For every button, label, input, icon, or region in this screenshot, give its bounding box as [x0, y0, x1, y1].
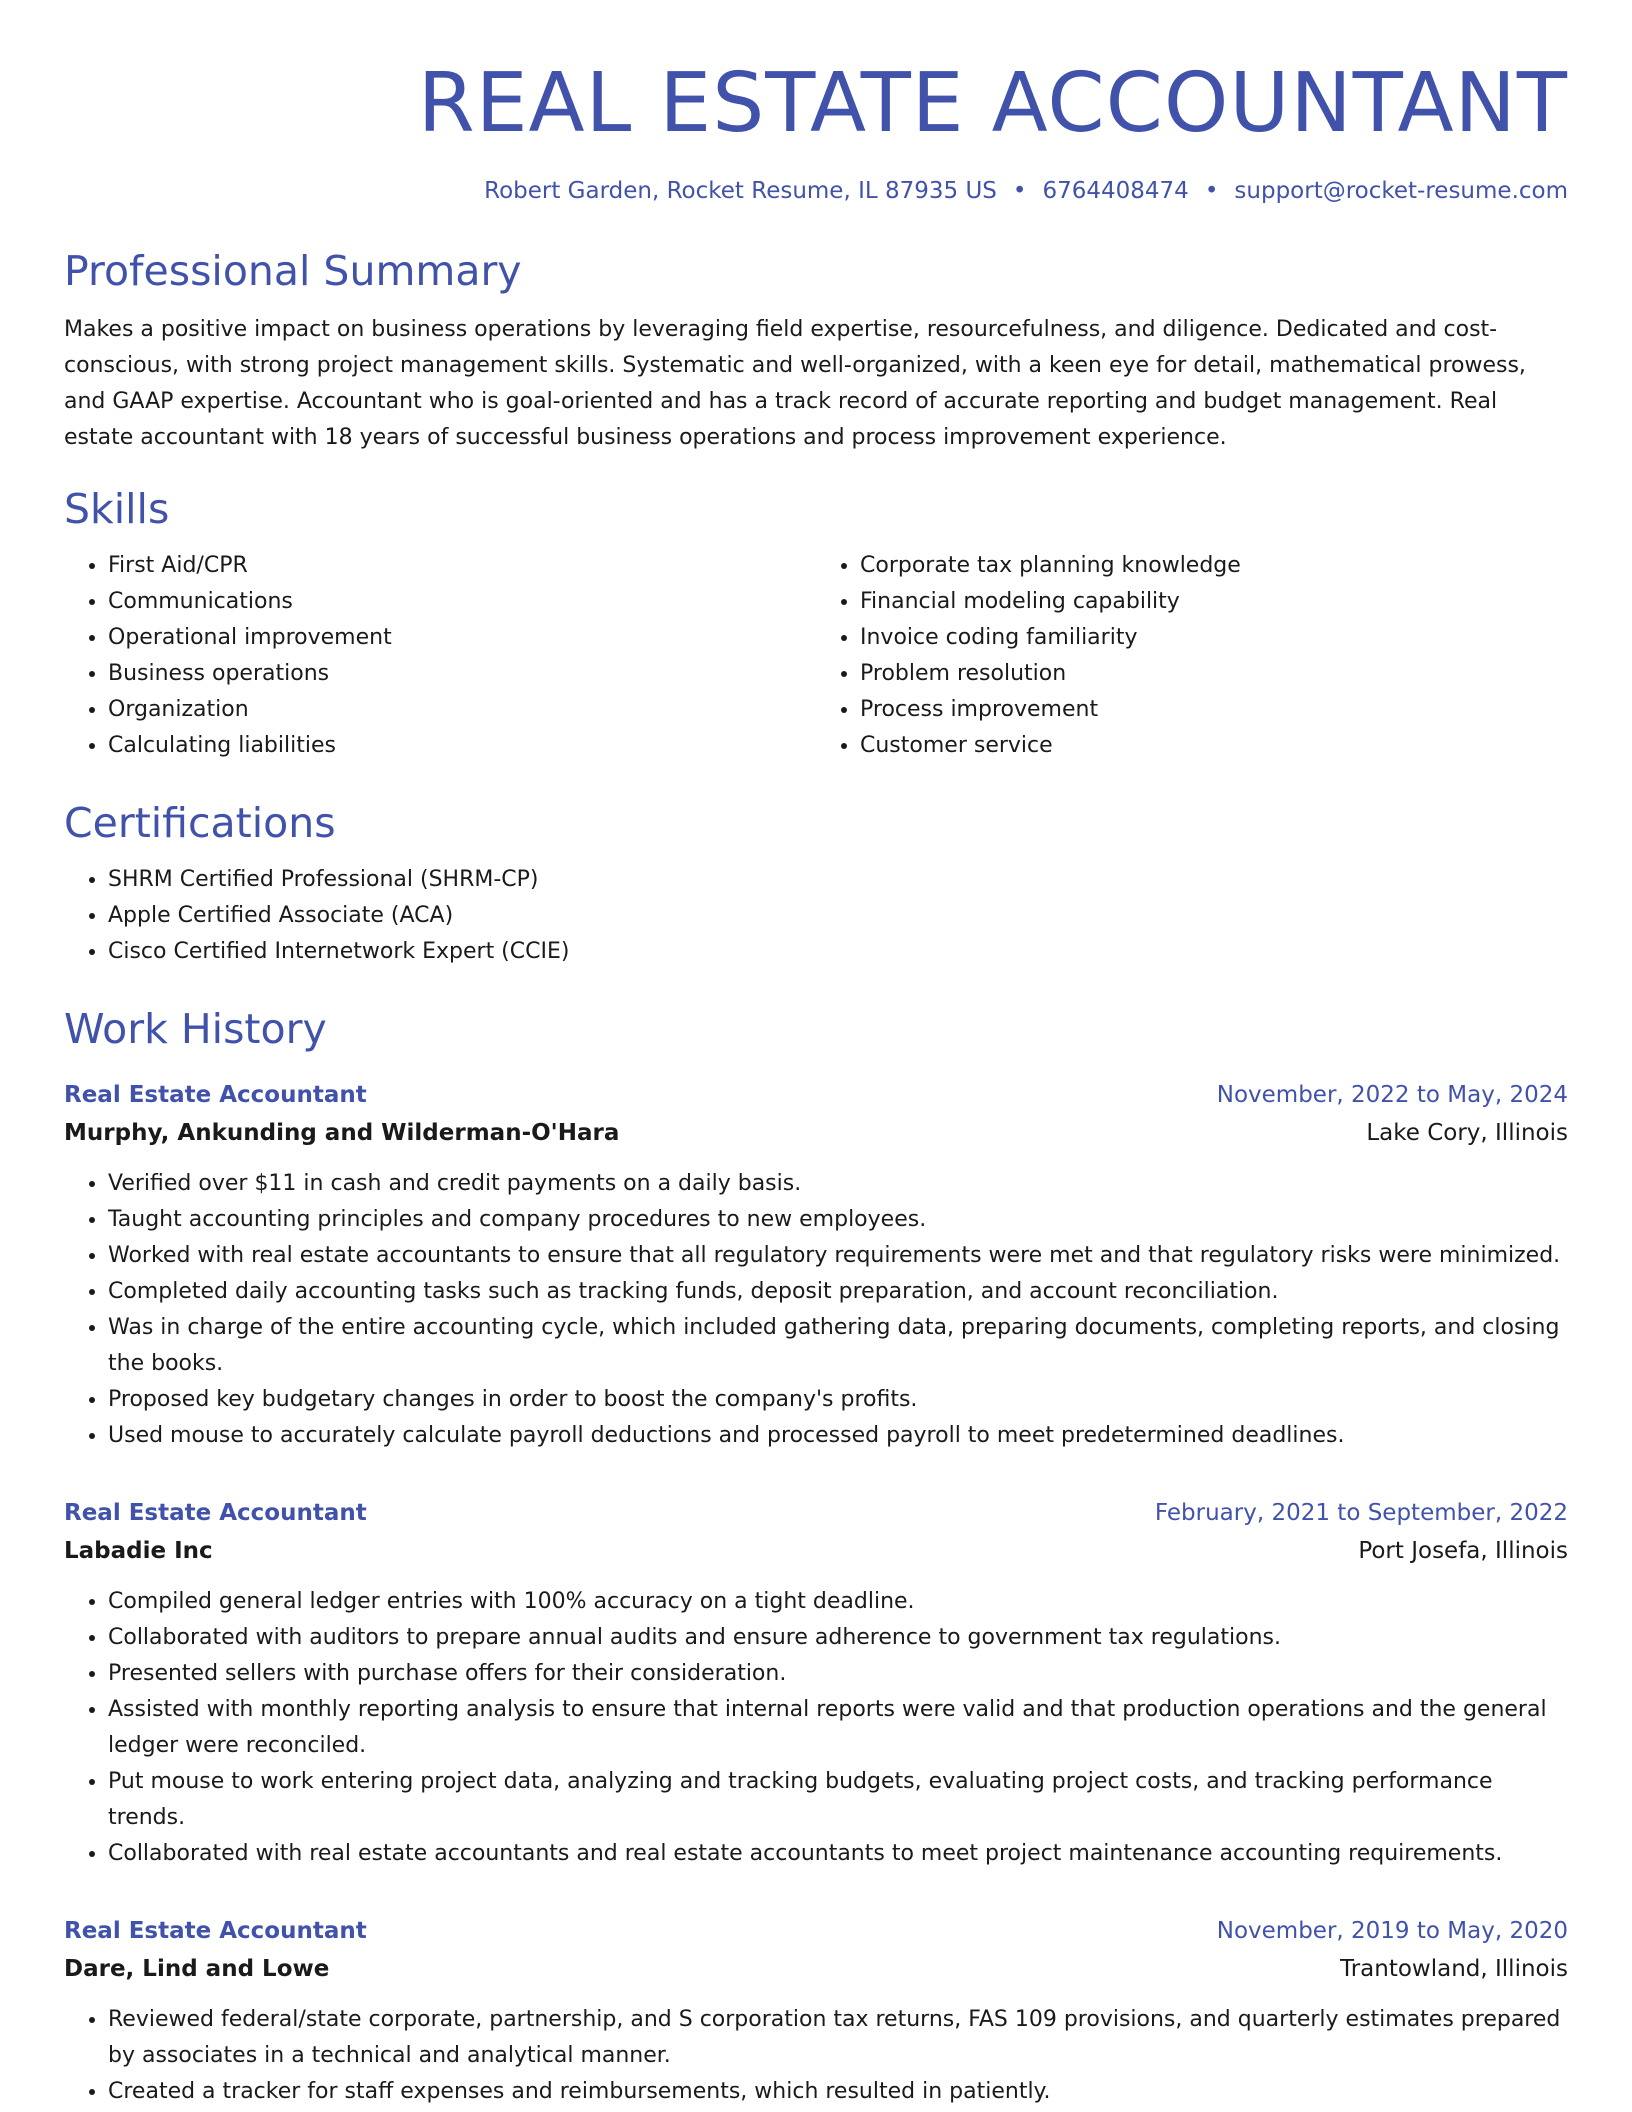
work-history-heading: Work History	[64, 1005, 327, 1053]
job-header-row	[64, 1494, 1568, 1532]
job-entry	[64, 1912, 1568, 2110]
contact-separator: •	[1012, 178, 1027, 204]
job-bullet: • Taught accounting principles and company procedures to new employees.	[108, 1202, 1568, 1238]
skill-item: • Invoice coding familiarity	[860, 620, 1568, 656]
skill-item: • Problem resolution	[860, 656, 1568, 692]
certification-item: • Apple Certified Associate (ACA)	[108, 898, 1568, 934]
job-bullet: • Assisted with monthly reporting analysis to ensure that internal reports were valid and that production operations and the general ledger were reconciled.	[108, 1692, 1568, 1764]
job-bullet: • Worked with real estate accountants to ensure that all regulatory requirements were met and that regulatory risks were minimized.	[108, 1238, 1568, 1274]
skill-item: • Communications	[108, 584, 816, 620]
skill-item: • Business operations	[108, 656, 816, 692]
job-location: Port Josefa, Illinois	[1358, 1538, 1568, 1564]
job-company-row	[64, 1114, 1568, 1152]
summary-heading: Professional Summary	[64, 247, 522, 295]
job-bullets	[64, 2002, 1568, 2110]
job-bullet: • Was in charge of the entire accounting cycle, which included gathering data, preparing documents, completing reports, and closing the books.	[108, 1310, 1568, 1382]
job-dates: November, 2022 to May, 2024	[1216, 1082, 1568, 1108]
skill-item: • Corporate tax planning knowledge	[860, 548, 1568, 584]
job-company: Murphy, Ankunding and Wilderman-O'Hara	[64, 1120, 620, 1146]
certification-item: • SHRM Certified Professional (SHRM-CP)	[108, 862, 1568, 898]
job-bullet: • Put mouse to work entering project data, analyzing and tracking budgets, evaluating project costs, and tracking performance trends.	[108, 1764, 1568, 1836]
job-dates: February, 2021 to September, 2022	[1154, 1500, 1568, 1526]
skill-item: • Organization	[108, 692, 816, 728]
certification-item: • Cisco Certified Internetwork Expert (CCIE)	[108, 934, 1568, 970]
job-bullet: • Presented sellers with purchase offers for their consideration.	[108, 1656, 1568, 1692]
skill-item: • Calculating liabilities	[108, 728, 816, 764]
contact-line	[64, 176, 1568, 206]
skill-item: • First Aid/CPR	[108, 548, 816, 584]
job-bullets	[64, 1584, 1568, 1872]
contact-phone: 6764408474	[1042, 178, 1189, 204]
job-bullet: • Compiled general ledger entries with 100% accuracy on a tight deadline.	[108, 1584, 1568, 1620]
job-location: Lake Cory, Illinois	[1366, 1120, 1568, 1146]
certifications-heading: Certifications	[64, 799, 336, 847]
job-header-row	[64, 1912, 1568, 1950]
job-bullet: • Reviewed federal/state corporate, partnership, and S corporation tax returns, FAS 109 provisions, and quarterly estimates prepared by associates in a technical and analytical manner.	[108, 2002, 1568, 2074]
job-bullet: • Created a tracker for staff expenses and reimbursements, which resulted in patiently.	[108, 2074, 1568, 2110]
job-company-row	[64, 1950, 1568, 1988]
job-bullets	[64, 1166, 1568, 1454]
job-entry	[64, 1494, 1568, 1872]
job-bullet: • Verified over $11 in cash and credit payments on a daily basis.	[108, 1166, 1568, 1202]
summary-text: Makes a positive impact on business operations by leveraging field expertise, resourcefulness, and diligence. Dedicated and cost-conscious, with strong project management skills. Systematic and well-organized, with a keen eye for detail, mathematical prowess, and GAAP expertise. Accountant who is goal-oriented and has a track record of accurate reporting and budget management. Real estate accountant with 18 years of successful business operations and process improvement experience.	[64, 317, 1526, 450]
contact-address: Robert Garden, Rocket Resume, IL 87935 US	[484, 178, 997, 204]
job-header-row	[64, 1076, 1568, 1114]
job-entry	[64, 1076, 1568, 1454]
job-dates: November, 2019 to May, 2020	[1216, 1918, 1568, 1944]
contact-email: support@rocket-resume.com	[1234, 178, 1568, 204]
skills-list-left	[64, 548, 816, 764]
job-title: Real Estate Accountant	[64, 1500, 367, 1526]
skill-item: • Process improvement	[860, 692, 1568, 728]
skills-heading: Skills	[64, 485, 170, 533]
job-title: Real Estate Accountant	[64, 1082, 367, 1108]
contact-separator: •	[1204, 178, 1219, 204]
job-company: Labadie Inc	[64, 1538, 213, 1564]
certifications-list	[64, 862, 1568, 970]
skill-item: • Customer service	[860, 728, 1568, 764]
job-bullet: • Completed daily accounting tasks such as tracking funds, deposit preparation, and account reconciliation.	[108, 1274, 1568, 1310]
job-bullet: • Used mouse to accurately calculate payroll deductions and processed payroll to meet predetermined deadlines.	[108, 1418, 1568, 1454]
job-location: Trantowland, Illinois	[1340, 1956, 1568, 1982]
job-bullet: • Collaborated with real estate accountants and real estate accountants to meet project maintenance accounting requirements.	[108, 1836, 1568, 1872]
job-company: Dare, Lind and Lowe	[64, 1956, 330, 1982]
skills-grid	[64, 548, 1568, 764]
skills-list-right	[816, 548, 1568, 764]
skill-item: • Financial modeling capability	[860, 584, 1568, 620]
job-company-row	[64, 1532, 1568, 1570]
job-title: Real Estate Accountant	[64, 1918, 367, 1944]
resume-title: REAL ESTATE ACCOUNTANT	[417, 56, 1568, 151]
resume-page	[64, 0, 1568, 2110]
job-bullet: • Proposed key budgetary changes in order to boost the company's profits.	[108, 1382, 1568, 1418]
skill-item: • Operational improvement	[108, 620, 816, 656]
job-bullet: • Collaborated with auditors to prepare annual audits and ensure adherence to government tax regulations.	[108, 1620, 1568, 1656]
